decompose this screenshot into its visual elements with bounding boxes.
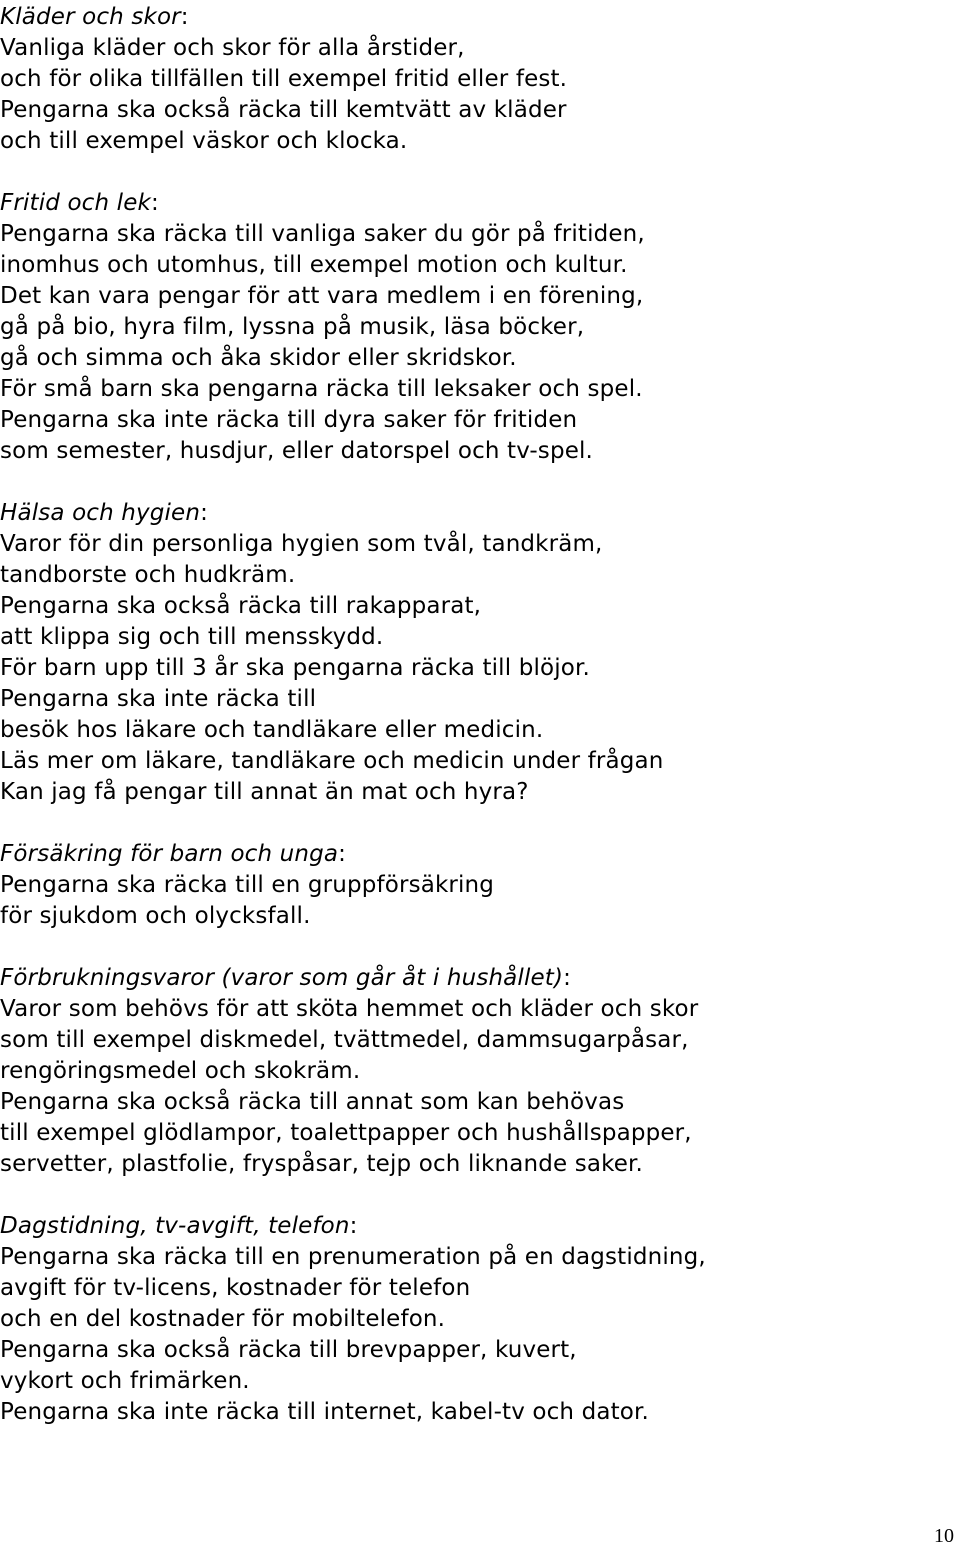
- text-line: besök hos läkare och tandläkare eller medicin.: [0, 717, 544, 743]
- text-line: och för olika tillfällen till exempel fritid eller fest.: [0, 66, 568, 92]
- section-forbrukningsvaror: [0, 963, 940, 1180]
- text-line: servetter, plastfolie, fryspåsar, tejp och liknande saker.: [0, 1151, 643, 1177]
- text-line: gå och simma och åka skidor eller skridskor.: [0, 345, 517, 371]
- section-heading: [0, 839, 940, 870]
- heading-colon: :: [563, 965, 572, 991]
- section-heading: [0, 2, 940, 33]
- heading-colon: :: [338, 841, 347, 867]
- text-line: Pengarna ska räcka till en gruppförsäkring: [0, 872, 495, 898]
- text-line: Pengarna ska räcka till vanliga saker du gör på fritiden,: [0, 221, 645, 247]
- text-line: Det kan vara pengar för att vara medlem i en förening,: [0, 283, 644, 309]
- text-line: Pengarna ska också räcka till rakapparat,: [0, 593, 482, 619]
- section-dagstidning: [0, 1211, 940, 1428]
- text-line: för sjukdom och olycksfall.: [0, 903, 311, 929]
- section-heading: [0, 1211, 940, 1242]
- section-heading: [0, 188, 940, 219]
- text-line: För små barn ska pengarna räcka till leksaker och spel.: [0, 376, 643, 402]
- text-line: rengöringsmedel och skokräm.: [0, 1058, 361, 1084]
- heading-colon: :: [150, 190, 159, 216]
- text-line: och till exempel väskor och klocka.: [0, 128, 408, 154]
- text-line: och en del kostnader för mobiltelefon.: [0, 1306, 446, 1332]
- section-heading: [0, 498, 940, 529]
- section-forsakring: [0, 839, 940, 932]
- heading-colon: :: [200, 500, 208, 526]
- heading-text: Fritid och lek: [0, 190, 151, 216]
- text-line: tandborste och hudkräm.: [0, 562, 296, 588]
- text-line: som till exempel diskmedel, tvättmedel, dammsugarpåsar,: [0, 1027, 689, 1053]
- text-line: Pengarna ska också räcka till brevpapper, kuvert,: [0, 1337, 577, 1363]
- text-line: Läs mer om läkare, tandläkare och medicin under frågan: [0, 748, 664, 774]
- text-line: gå på bio, hyra film, lyssna på musik, läsa böcker,: [0, 314, 585, 340]
- heading-colon: :: [180, 4, 189, 30]
- heading-text: Kläder och skor: [0, 4, 181, 30]
- text-line: att klippa sig och till mensskydd.: [0, 624, 384, 650]
- text-line: som semester, husdjur, eller datorspel och tv-spel.: [0, 438, 593, 464]
- page-number: 10: [934, 1525, 954, 1547]
- document-page: [0, 2, 940, 1459]
- section-heading: [0, 963, 940, 994]
- heading-text: Förbrukningsvaror (varor som går åt i hushållet): [0, 965, 564, 991]
- text-line: till exempel glödlampor, toalettpapper och hushållspapper,: [0, 1120, 692, 1146]
- section-halsa-och-hygien: [0, 498, 940, 808]
- section-fritid-och-lek: [0, 188, 940, 467]
- heading-colon: :: [349, 1213, 358, 1239]
- text-line: Varor för din personliga hygien som tvål, tandkräm,: [0, 531, 603, 557]
- heading-text: Hälsa och hygien: [0, 500, 201, 526]
- text-line: För barn upp till 3 år ska pengarna räcka till blöjor.: [0, 655, 590, 681]
- text-line: Pengarna ska också räcka till annat som kan behövas: [0, 1089, 625, 1115]
- text-line: vykort och frimärken.: [0, 1368, 250, 1394]
- text-line: Pengarna ska inte räcka till: [0, 686, 317, 712]
- text-line: avgift för tv-licens, kostnader för telefon: [0, 1275, 471, 1301]
- text-line: Pengarna ska inte räcka till internet, kabel-tv och dator.: [0, 1399, 649, 1425]
- text-line: Kan jag få pengar till annat än mat och hyra?: [0, 779, 529, 805]
- text-line: Varor som behövs för att sköta hemmet och kläder och skor: [0, 996, 699, 1022]
- section-klader-och-skor: [0, 2, 940, 157]
- heading-text: Dagstidning, tv-avgift, telefon: [0, 1213, 350, 1239]
- heading-text: Försäkring för barn och unga: [0, 841, 339, 867]
- text-line: inomhus och utomhus, till exempel motion och kultur.: [0, 252, 628, 278]
- text-line: Pengarna ska räcka till en prenumeration på en dagstidning,: [0, 1244, 706, 1270]
- text-line: Vanliga kläder och skor för alla årstider,: [0, 35, 465, 61]
- text-line: Pengarna ska inte räcka till dyra saker för fritiden: [0, 407, 578, 433]
- text-line: Pengarna ska också räcka till kemtvätt av kläder: [0, 97, 567, 123]
